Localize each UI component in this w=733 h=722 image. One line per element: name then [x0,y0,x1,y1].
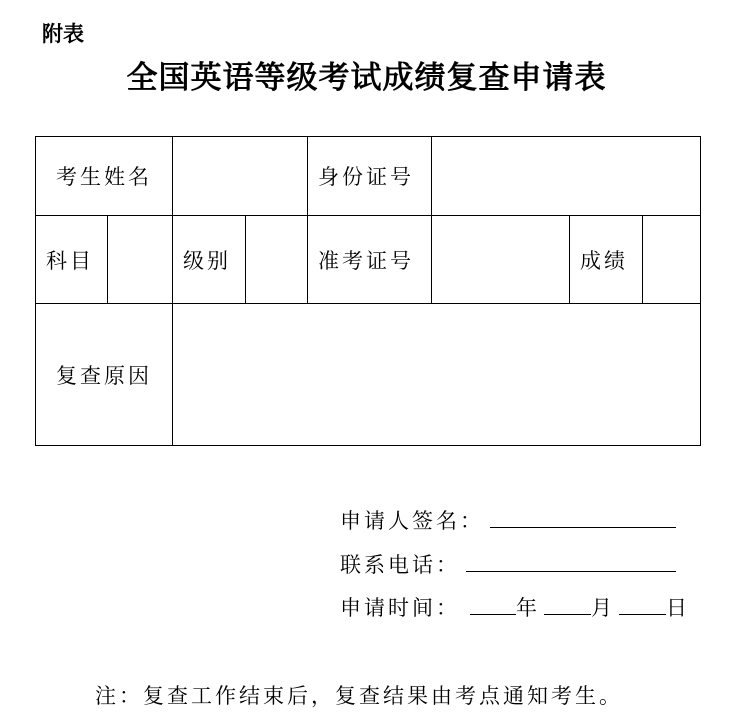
form-row-exam [36,216,701,304]
level-label: 级别 [173,216,246,304]
subject-label: 科目 [36,216,108,304]
phone-label: 联系电话： [340,553,460,577]
day-label: 日 [666,596,690,620]
score-label: 成绩 [570,216,643,304]
date-label: 申请时间： [340,596,460,620]
admission-ticket-label: 准考证号 [308,216,432,304]
form-row-reason [36,304,701,446]
applicant-signature-label: 申请人签名： [340,509,484,533]
form-row-name [36,137,701,216]
day-line[interactable] [619,594,666,615]
level-field[interactable] [246,216,308,304]
application-date-row [340,592,690,622]
month-label: 月 [591,596,615,620]
month-line[interactable] [544,594,591,615]
application-form-table [35,136,701,446]
admission-ticket-field[interactable] [432,216,570,304]
year-line[interactable] [470,594,516,615]
footer-note: 注：复查工作结束后，复查结果由考点通知考生。 [95,684,623,708]
score-field[interactable] [643,216,701,304]
subject-field[interactable] [108,216,173,304]
year-label: 年 [516,596,540,620]
id-number-field[interactable] [432,137,701,216]
applicant-signature-line[interactable] [490,507,676,528]
reason-field[interactable] [173,304,701,446]
applicant-signature-row [340,505,676,535]
name-label: 考生姓名 [36,137,173,216]
phone-row [340,549,676,579]
id-number-label: 身份证号 [308,137,432,216]
form-title: 全国英语等级考试成绩复查申请表 [126,60,607,96]
reason-label: 复查原因 [36,304,173,446]
phone-line[interactable] [466,551,676,572]
annex-label: 附表 [42,22,84,46]
name-field[interactable] [173,137,308,216]
